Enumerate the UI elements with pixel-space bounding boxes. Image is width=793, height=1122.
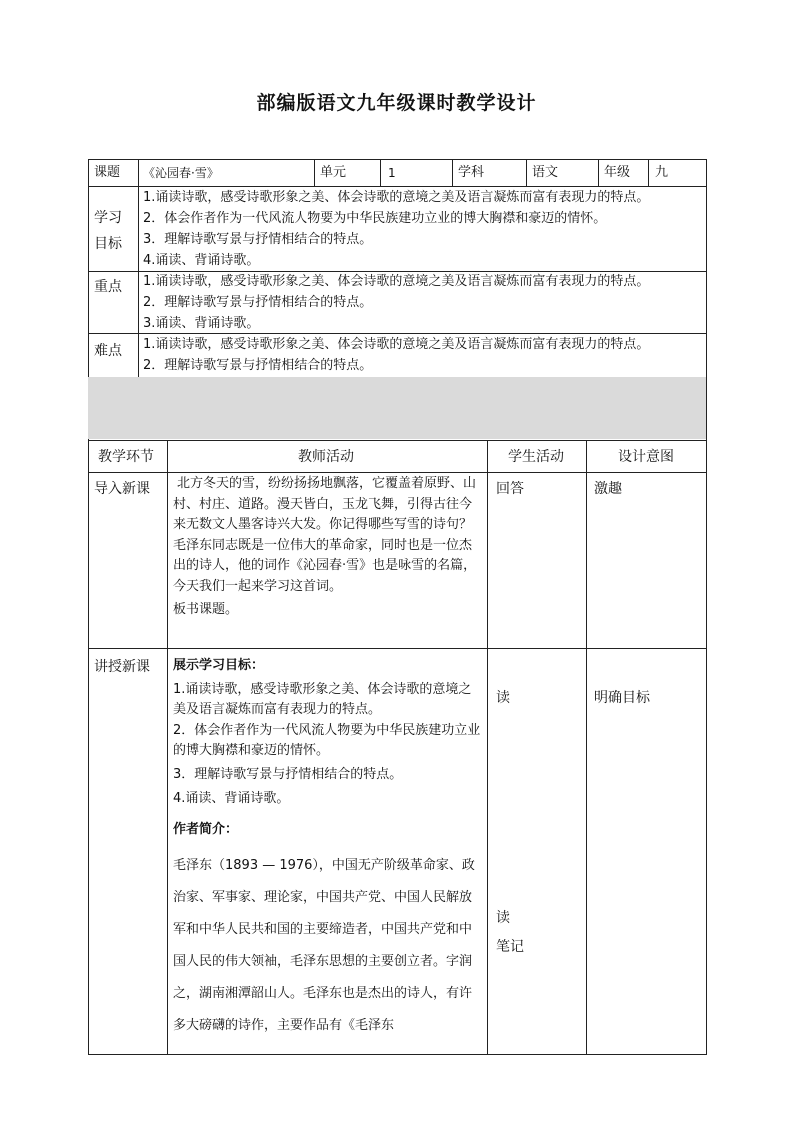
lecture-objective: 3．理解诗歌写景与抒情相结合的特点。 bbox=[173, 766, 403, 782]
objective-item: 2．体会作者作为一代风流人物要为中华民族建功立业的博大胸襟和豪迈的情怀。 bbox=[143, 211, 607, 226]
subject-label: 学科 bbox=[458, 165, 485, 180]
lecture-stage: 讲授新课 bbox=[94, 659, 150, 675]
intro-intent: 激趣 bbox=[594, 481, 622, 497]
objective-item: 3．理解诗歌写景与抒情相结合的特点。 bbox=[143, 232, 373, 247]
header-teacher: 教师活动 bbox=[298, 449, 354, 465]
unit-value: 1 bbox=[388, 166, 396, 180]
grade-label: 年级 bbox=[604, 165, 631, 180]
lecture-objective: 4.诵读、背诵诗歌。 bbox=[173, 791, 290, 806]
key-point-item: 3.诵读、背诵诗歌。 bbox=[143, 316, 260, 331]
difficulty-item: 2．理解诗歌写景与抒情相结合的特点。 bbox=[143, 358, 373, 373]
lecture-heading-author: 作者简介： bbox=[173, 821, 239, 837]
key-point-item: 1.诵读诗歌，感受诗歌形象之美、体会诗歌的意境之美及语言凝炼而富有表现力的特点。 bbox=[143, 274, 650, 289]
lecture-author-bio: 毛泽东（1893 — 1976），中国无产阶级革命家、政治家、军事家、理论家，中国共产党、中国人民解放军和中华人民共和国的主要缔造者，中国共产党和中国人民的伟大领袖，毛泽东思想的主要创立者。字润之，湖南湘潭韶山人。毛泽东也是杰出的诗人，有许多大磅礴的诗作，主要作品有《毛泽东 bbox=[173, 858, 475, 1033]
lecture-heading-objectives: 展示学习目标： bbox=[173, 658, 265, 673]
lecture-student-read-2: 读 bbox=[496, 910, 510, 926]
lecture-objective: 1.诵读诗歌，感受诗歌形象之美、体会诗歌的意境之美及语言凝炼而富有表现力的特点。 bbox=[173, 681, 472, 717]
gray-separator-band bbox=[88, 377, 706, 439]
unit-label: 单元 bbox=[320, 165, 347, 180]
key-points-label: 重点 bbox=[94, 279, 122, 295]
header-student: 学生活动 bbox=[508, 449, 564, 465]
intro-teacher-p1: 北方冬天的雪，纷纷扬扬地飘落，它覆盖着原野、山村、村庄、道路。漫天皆白，玉龙飞舞，引得古往今来无数文人墨客诗兴大发。你记得哪些写雪的诗句？ bbox=[173, 476, 477, 532]
header-intent: 设计意图 bbox=[618, 449, 674, 465]
objectives-label-line1: 学习 bbox=[94, 210, 122, 226]
document-title: 部编版语文九年级课时教学设计 bbox=[256, 92, 537, 114]
lecture-student-read: 读 bbox=[496, 690, 510, 706]
difficulties-label: 难点 bbox=[94, 343, 122, 359]
lecture-intent: 明确目标 bbox=[594, 690, 650, 706]
objective-item: 4.诵读、背诵诗歌。 bbox=[143, 253, 260, 268]
topic-value: 《沁园春·雪》 bbox=[143, 166, 219, 180]
topic-label: 课题 bbox=[94, 165, 121, 180]
intro-student-activity: 回答 bbox=[496, 481, 524, 497]
lecture-student-notes: 笔记 bbox=[496, 939, 524, 955]
header-stage: 教学环节 bbox=[98, 449, 154, 465]
intro-stage: 导入新课 bbox=[94, 481, 150, 497]
difficulty-item: 1.诵读诗歌，感受诗歌形象之美、体会诗歌的意境之美及语言凝炼而富有表现力的特点。 bbox=[143, 337, 650, 352]
lecture-objective: 2．体会作者作为一代风流人物要为中华民族建功立业的博大胸襟和豪迈的情怀。 bbox=[173, 722, 481, 758]
intro-teacher-p2: 毛泽东同志既是一位伟大的革命家，同时也是一位杰出的诗人，他的词作《沁园春·雪》也是咏雪的名篇，今天我们一起来学习这首词。 bbox=[173, 537, 477, 594]
key-point-item: 2．理解诗歌写景与抒情相结合的特点。 bbox=[143, 295, 373, 310]
subject-value: 语文 bbox=[532, 165, 559, 180]
intro-teacher-activity bbox=[173, 474, 483, 621]
objective-item: 1.诵读诗歌，感受诗歌形象之美、体会诗歌的意境之美及语言凝炼而富有表现力的特点。 bbox=[143, 190, 650, 205]
lecture-teacher-activity bbox=[173, 656, 483, 1042]
grade-value: 九 bbox=[655, 165, 669, 180]
intro-teacher-p3: 板书课题。 bbox=[173, 602, 239, 617]
objectives-label-line2: 目标 bbox=[94, 236, 122, 252]
